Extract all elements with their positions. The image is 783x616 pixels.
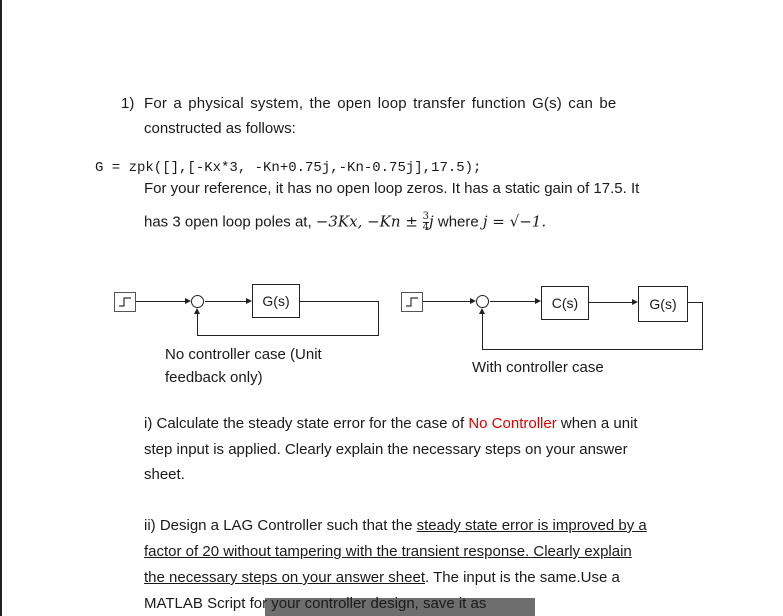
page-left-border <box>0 0 2 616</box>
caption-with-controller: With controller case <box>472 359 604 376</box>
plant-block-gs: G(s) <box>638 286 688 322</box>
j-definition-math: j = √−1. <box>482 212 547 231</box>
question-line-1: For a physical system, the open loop transfer function G(s) can be <box>144 95 617 112</box>
signal-line <box>588 302 633 303</box>
feedback-line <box>482 349 703 350</box>
reference-line-2 <box>144 212 546 233</box>
imaginary-j: j <box>429 212 434 231</box>
feedback-line <box>197 312 198 335</box>
feedback-line <box>197 335 379 336</box>
reference-text-b: where <box>433 213 483 231</box>
signal-line <box>205 301 247 302</box>
sum-junction <box>476 295 489 308</box>
part-i-text: when a unit <box>556 415 638 432</box>
reference-line-1: For your reference, it has no open loop zeros. It has a static gain of 17.5. It <box>144 180 640 197</box>
signal-line <box>687 302 702 303</box>
feedback-line <box>702 302 703 349</box>
fraction-denominator: 4 <box>422 222 430 233</box>
sum-junction <box>191 295 204 308</box>
caption-no-controller-2: feedback only) <box>165 369 263 386</box>
matlab-code-line: G = zpk([],[-Kx*3, -Kn+0.75j,-Kn-0.75j],17.5); <box>95 160 482 176</box>
part-ii-line-2: factor of 20 without tampering with the transient response. Clearly explain <box>144 543 632 560</box>
part-ii-text: . The input is the same.Use a <box>425 569 620 586</box>
step-symbol-icon <box>115 293 135 311</box>
signal-line <box>299 301 378 302</box>
plant-block-gs: G(s) <box>252 284 300 318</box>
arrow-up-icon <box>194 308 200 314</box>
part-ii-text: ii) Design a LAG Controller such that the <box>144 517 417 534</box>
part-ii-line-1 <box>144 517 647 534</box>
part-ii-line-4: MATLAB Script for your controller design, save it as <box>144 595 487 612</box>
question-line-2: constructed as follows: <box>144 120 296 137</box>
part-i-line-1 <box>144 415 638 432</box>
question-number: 1) <box>121 95 135 112</box>
arrow-up-icon <box>479 308 485 314</box>
signal-line <box>490 301 536 302</box>
part-ii-underlined: steady state error is improved by a <box>416 517 647 534</box>
part-i-line-2: step input is applied. Clearly explain the necessary steps on your answer <box>144 441 628 458</box>
caption-no-controller-1: No controller case (Unit <box>165 346 322 363</box>
signal-line <box>423 301 471 302</box>
signal-line <box>136 301 186 302</box>
step-symbol-icon <box>402 293 422 311</box>
step-source-icon <box>114 292 136 312</box>
part-ii-line-3 <box>144 569 620 586</box>
feedback-line <box>378 301 379 335</box>
fraction-numerator: 3 <box>422 211 430 222</box>
no-controller-highlight: No Controller <box>468 415 557 432</box>
feedback-line <box>482 312 483 349</box>
controller-block-cs: C(s) <box>541 286 589 320</box>
part-i-line-3: sheet. <box>144 466 185 483</box>
part-ii-underlined: the necessary steps on your answer sheet <box>144 569 425 586</box>
poles-math: −3Kx, −Kn ± <box>315 212 423 231</box>
part-i-text: i) Calculate the steady state error for the case of <box>144 415 469 432</box>
reference-text-a: has 3 open loop poles at, <box>144 213 316 231</box>
step-source-icon <box>401 292 423 312</box>
